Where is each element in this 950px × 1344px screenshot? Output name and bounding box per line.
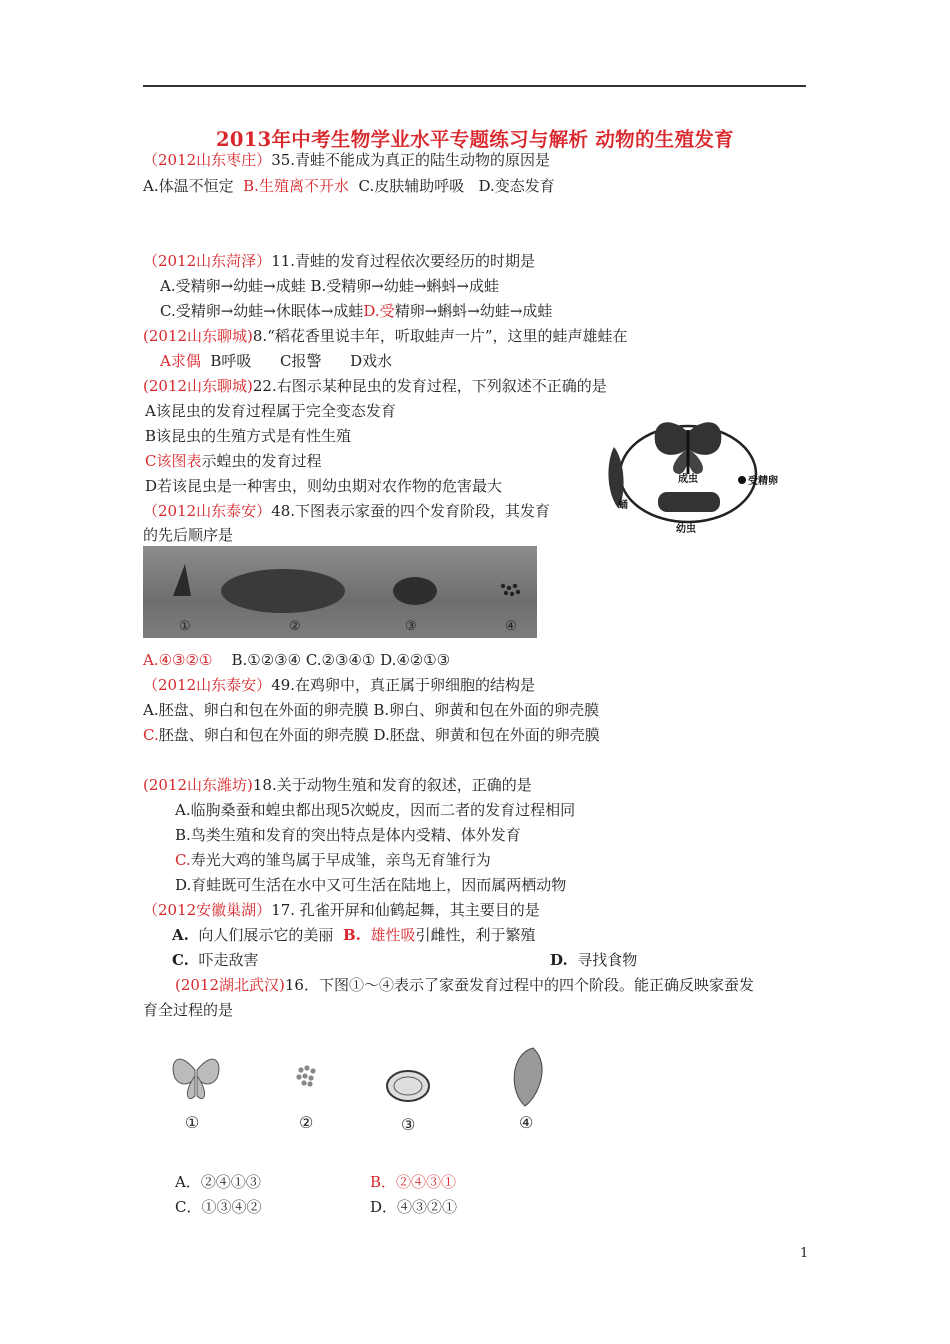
question-9-option-c: C．①③④② [175,1198,262,1216]
photo-label-3: ③ [405,619,417,634]
source-tag: （2012山东泰安） [143,676,272,694]
page-number: 1 [800,1246,809,1261]
option-c-answer: C. [143,726,159,744]
option-b-answer: B.生殖离不开水 [243,177,349,195]
question-1-options [143,176,555,196]
option-c-rest: 示蝗虫的发育过程 [201,452,322,470]
question-9-stem-cont: 育全过程的是 [143,1001,234,1019]
option-b-answer: 雄性吸 [370,926,416,944]
question-8-options-line1 [172,925,535,945]
question-4-option-d: D若该昆虫是一种害虫，则幼虫期对农作物的危害最大 [145,477,503,495]
source-tag: (2012山东聊城) [143,327,253,345]
label-egg: 受精卵 [748,476,778,487]
question-9-stem [175,975,754,995]
option-d: D.变态发育 [478,177,555,195]
option-d: D戏水 [350,352,393,370]
question-5-stem [143,501,550,521]
stem-text: 16．下图①～④表示了家蚕发育过程中的四个阶段。能正确反映家蚕发 [284,976,754,994]
question-7-option-b: B.鸟类生殖和发育的突出特点是体内受精、体外发育 [175,826,521,844]
question-6-options-line2 [143,725,600,745]
eggs-icon [501,584,520,596]
question-3-stem [143,326,628,346]
cocoon-icon [393,577,437,605]
option-b-key: B. [342,926,361,944]
label-pupa: 蛹 [618,500,628,511]
question-9-option-a: A．②④①③ [175,1173,261,1191]
question-1-stem [143,150,550,170]
question-9-option-b-answer: B．②④③① [370,1173,457,1191]
option-c-rest: 寿光大鸡的雏鸟属于早成雏，亲鸟无育雏行为 [190,851,491,869]
option-c-key: C. [172,951,189,969]
question-8-option-d [550,950,637,970]
option-b: B呼吸 [210,352,252,370]
question-8-option-c [172,950,258,970]
source-tag: （2012安徽巢湖） [143,901,272,919]
moth-icon [173,1059,219,1098]
stem-text: 11.青蛙的发育过程依次要经历的时期是 [271,252,536,270]
option-d-rest: 精卵→蝌蚪→幼蛙→成蛙 [394,302,553,320]
source-tag: （2012山东枣庄） [143,151,272,169]
insect-lifecycle-diagram [600,412,786,540]
question-4-option-b: B该昆虫的生殖方式是有性生殖 [145,427,352,445]
source-tag: (2012湖北武汉) [175,976,285,994]
option-a-answer: A求偶 [160,352,201,370]
header-rule [143,85,806,87]
question-6-stem [143,675,535,695]
photo-label-2: ② [289,619,301,634]
source-tag: （2012山东泰安） [143,502,272,520]
option-c-answer: C该图表 [145,452,202,470]
label-adult: 成虫 [678,474,698,485]
stem-text: 49.在鸡卵中，真正属于卵细胞的结构是 [271,676,536,694]
option-c: C报警 [280,352,322,370]
source-tag: (2012山东潍坊) [143,776,253,794]
page-title: 2013年中考生物学业水平专题练习与解析 动物的生殖发育 [216,128,734,151]
stem-text: 17. 孔雀开屏和仙鹤起舞，其主要目的是 [271,901,540,919]
eggs-icon [296,1065,315,1086]
cocoon-icon [387,1071,429,1101]
option-c: C.皮肤辅助呼吸 [358,177,465,195]
source-tag: （2012山东菏泽） [143,252,272,270]
stem-text: 48.下图表示家蚕的四个发育阶段，其发育 [271,502,551,520]
silkworm-stages-figure [165,1040,565,1136]
leaf-larva-icon [221,569,345,613]
question-7-option-c [175,850,491,870]
stem-text: 35.青蛙不能成为真正的陆生动物的原因是 [271,151,551,169]
option-c: C.受精卵→幼蛙→休眠体→成蛙 [160,302,364,320]
question-7-option-d: D.育蛙既可生活在水中又可生活在陆地上，因而属两栖动物 [175,876,567,894]
option-d-key: D. [550,951,568,969]
egg-icon [738,476,746,484]
fig-label-4: ④ [519,1113,534,1132]
question-2-stem [143,251,535,271]
option-a-key: A. [172,926,189,944]
question-4-option-c [145,451,322,471]
question-4-option-a: A该昆虫的发育过程属于完全变态发育 [145,402,396,420]
option-a: A.体温不恒定 [143,177,234,195]
option-c-answer: C. [175,851,191,869]
option-a-answer: A.④③②① [143,651,213,669]
larva-icon [658,492,720,512]
photo-label-4: ④ [505,619,517,634]
fig-label-2: ② [299,1113,314,1132]
fig-label-1: ① [185,1113,200,1132]
question-5-stem-cont: 的先后顺序是 [143,526,234,544]
fig-label-3: ③ [401,1115,416,1134]
question-2-options-line2 [160,301,552,321]
silkworm-stages-photo [143,546,537,638]
question-3-options [160,351,392,371]
option-d-answer: D.受 [363,302,395,320]
question-2-options-line1: A.受精卵→幼蛙→成蛙 B.受精卵→幼蛙→蝌蚪→成蛙 [160,277,500,295]
question-9-option-d: D．④③②① [370,1198,458,1216]
option-a: 向人们展示它的美丽 [198,926,334,944]
butterfly-icon [655,422,722,474]
other-options: B.①②③④ C.②③④① D.④②①③ [231,651,451,669]
question-5-options [143,650,450,670]
stem-text: 22.右图示某种昆虫的发育过程，下列叙述不正确的是 [252,377,607,395]
option-d: 寻找食物 [577,951,638,969]
stem-text: 18.关于动物生殖和发育的叙述，正确的是 [252,776,532,794]
question-8-stem [143,900,540,920]
question-6-options-line1: A.胚盘、卵白和包在外面的卵壳膜 B.卵白、卵黄和包在外面的卵壳膜 [143,701,600,719]
question-7-option-a: A.临朐桑蚕和蝗虫都出现5次蜕皮，因而二者的发育过程相同 [175,801,576,819]
larva-on-leaf-icon [514,1048,542,1106]
option-c-rest: 胚盘、卵白和包在外面的卵壳膜 D.胚盘、卵黄和包在外面的卵壳膜 [158,726,600,744]
pupa-icon [608,447,623,508]
question-7-stem [143,775,532,795]
moth-icon [173,564,191,596]
option-c: 吓走敌害 [198,951,259,969]
option-b-rest: 引雌性，利于繁殖 [415,926,536,944]
source-tag: (2012山东聊城) [143,377,253,395]
photo-label-1: ① [179,619,191,634]
question-4-stem [143,376,607,396]
label-larva: 幼虫 [676,524,696,535]
stem-text: 8.“稻花香里说丰年，听取蛙声一片”，这里的蛙声雄蛙在 [252,327,628,345]
